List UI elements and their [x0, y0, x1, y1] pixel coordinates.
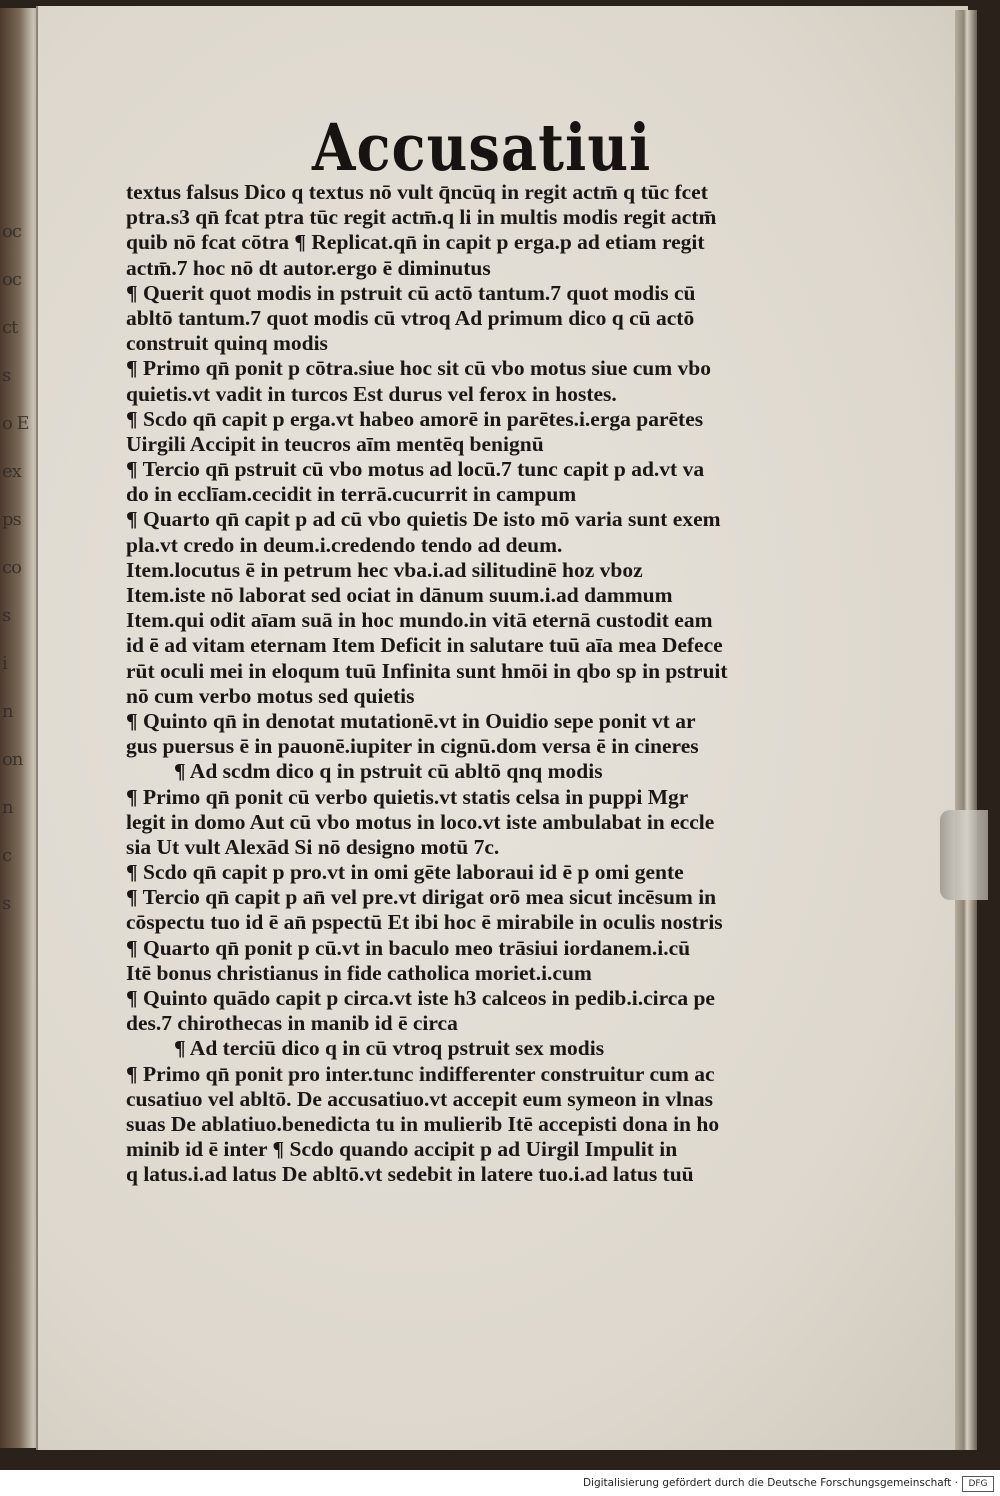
text-line: sia Ut vult Alexād Si nō designo motū 7c.: [126, 834, 500, 859]
text-line: ¶ Scdo qn̄ capit p erga.vt habeo amorē in parētes.i.erga parētes: [126, 406, 704, 431]
text-line: Itē bonus christianus in fide catholica moriet.i.cum: [126, 960, 592, 985]
text-line: textus falsus Dico q textus nō vult q̄ncūq in regit actm̄ q tūc fcet: [126, 180, 708, 204]
text-line: ¶ Ad terciū dico q in cū vtroq pstruit sex modis: [174, 1036, 605, 1061]
dfg-logo: DFG: [962, 1476, 994, 1492]
text-line: ¶ Scdo qn̄ capit p pro.vt in omi gēte laboraui id ē p omi gente: [126, 860, 684, 885]
facing-page-fragments: oc oc ct s o E ex ps co s i n on n c s: [2, 221, 29, 914]
text-line: actm̄.7 hoc nō dt autor.ergo ē diminutus: [126, 255, 491, 280]
text-line: ¶ Querit quot modis in pstruit cū actō tantum.7 quot modis cū: [126, 280, 696, 305]
text-line: construit quinq modis: [126, 331, 328, 356]
text-line: pla.vt credo in deum.i.credendo tendo ad deum.: [126, 532, 563, 557]
text-line: Uirgili Accipit in teucros aīm mentēq benignū: [126, 431, 544, 456]
text-line: Item.qui odit aīam suā in hoc mundo.in vitā eternā custodit eam: [126, 608, 713, 633]
footer-bar: [0, 1470, 1000, 1496]
text-line: gus puersus ē in pauonē.iupiter in cignū.dom versa ē in cineres: [126, 734, 699, 759]
text-line: cōspectu tuo id ē an̄ pspectū Et ibi hoc ē mirabile in oculis nostris: [126, 910, 723, 935]
text-line: ¶ Quarto qn̄ capit p ad cū vbo quietis De isto mō varia sunt exem: [126, 507, 721, 532]
text-line: quietis.vt vadit in turcos Est durus vel ferox in hostes.: [126, 381, 617, 406]
text-line: ¶ Tercio qn̄ capit p an̄ vel pre.vt dirigat orō mea sicut incēsum in: [126, 885, 717, 910]
body-text: [126, 180, 766, 1188]
text-line: ¶ Quinto quādo capit p circa.vt iste h3 calceos in pedib.i.circa pe: [126, 986, 715, 1010]
text-line: do in ecclīam.cecidit in terrā.cucurrit in campum: [126, 482, 577, 507]
text-line: ¶ Primo qn̄ ponit pro inter.tunc indifferenter construitur cum ac: [126, 1061, 715, 1086]
text-line: Item.iste nō laborat sed ociat in dānum suum.i.ad dammum: [126, 583, 673, 607]
text-line: minib id ē inter ¶ Scdo quando accipit p ad Uirgil Impulit in: [126, 1137, 678, 1162]
text-line: quib nō fcat cōtra ¶ Replicat.qn̄ in capit p erga.p ad etiam regit: [126, 230, 705, 255]
text-line: ¶ Quarto qn̄ ponit p cū.vt in baculo meo trāsiui iordanem.i.cū: [126, 935, 691, 960]
text-line: ptra.s3 qn̄ fcat ptra tūc regit actm̄.q li in multis modis regit actm̄: [126, 205, 717, 230]
footer-credit: Digitalisierung gefördert durch die Deutsche Forschungsgemeinschaft ·: [582, 1477, 958, 1489]
text-line: legit in domo Aut cū vbo motus in loco.vt iste ambulabat in eccle: [126, 809, 715, 834]
text-line: suas De ablatiuo.benedicta tu in mulierib Itē accepisti dona in ho: [126, 1111, 720, 1136]
text-line: ¶ Quinto qn̄ in denotat mutationē.vt in Ouidio sepe ponit vt ar: [126, 708, 696, 733]
text-line: cusatiuo vel abltō. De accusatiuo.vt accepit eum symeon in vlnas: [126, 1086, 714, 1111]
text-line: Item.locutus ē in petrum hec vba.i.ad silitudinē hoz vboz: [126, 557, 643, 582]
text-line: q latus.i.ad latus De abltō.vt sedebit in latere tuo.i.ad latus tuū: [126, 1162, 694, 1187]
page-clip: [940, 810, 988, 900]
text-line: ¶ Ad scdm dico q in pstruit cū abltō qnq modis: [174, 759, 603, 784]
text-line: des.7 chirothecas in manib id ē circa: [126, 1011, 458, 1036]
text-line: ¶ Tercio qn̄ pstruit cū vbo motus ad locū.7 tunc capit p ad.vt va: [126, 457, 705, 482]
text-line: id ē ad vitam eternam Item Deficit in salutare tuū aīa mea Defece: [126, 633, 723, 658]
text-line: ¶ Primo qn̄ ponit cū verbo quietis.vt statis celsa in puppi Mgr: [126, 784, 689, 809]
text-line: abltō tantum.7 quot modis cū vtroq Ad primum dico q cū actō: [126, 305, 695, 330]
page-heading: Accusatiui: [312, 110, 652, 186]
text-line: nō cum verbo motus sed quietis: [126, 683, 415, 708]
page-stack-edge: [955, 10, 977, 1450]
text-line: ¶ Primo qn̄ ponit p cōtra.siue hoc sit cū vbo motus siue cum vbo: [126, 356, 711, 381]
text-line: rūt oculi mei in eloqum tuū Infinita sunt hmōi in qbo sp in pstruit: [126, 658, 728, 683]
